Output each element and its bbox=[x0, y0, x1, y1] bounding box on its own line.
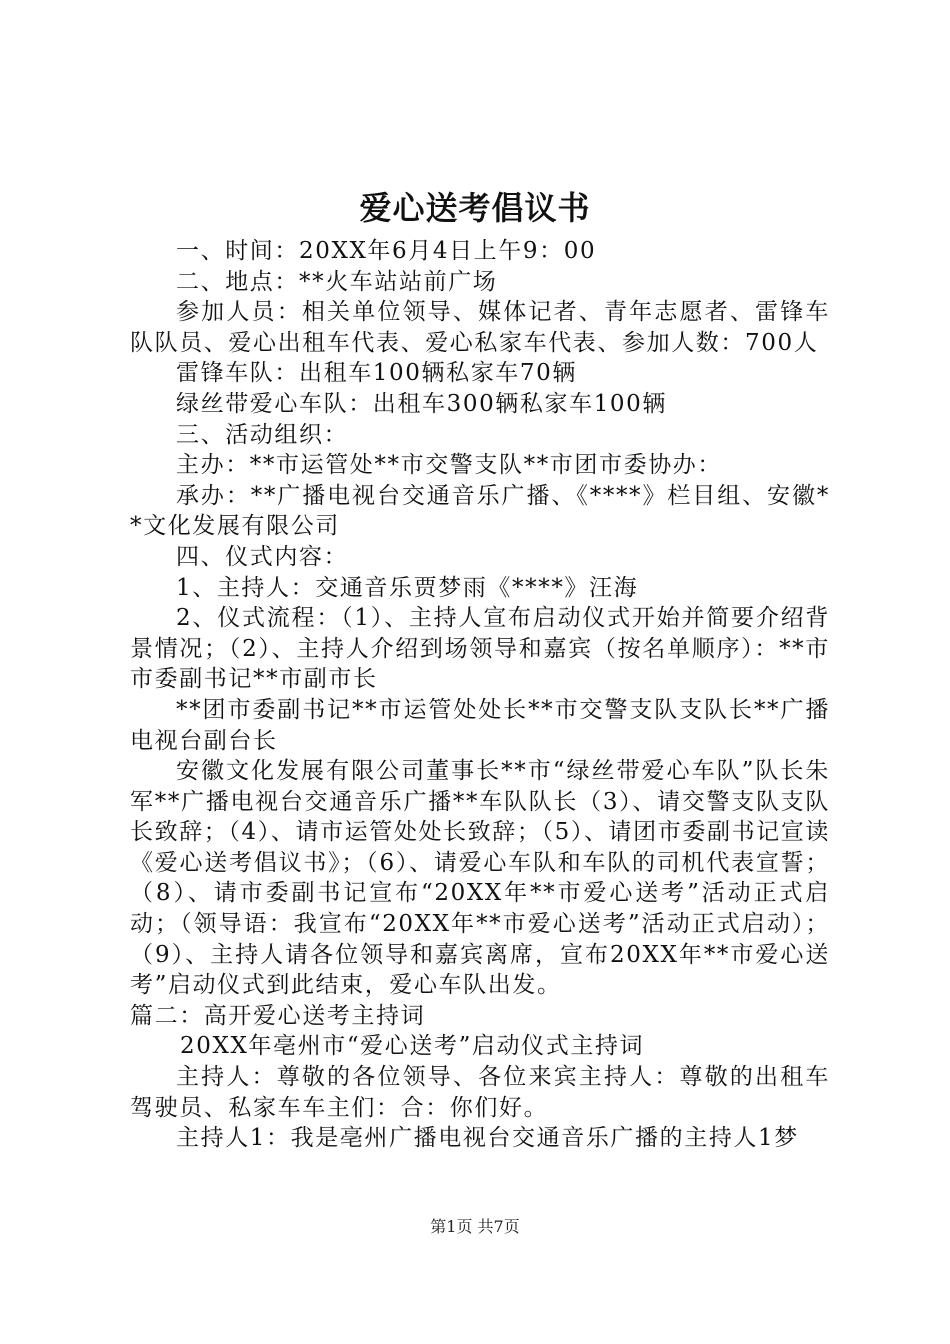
paragraph-location: 二、地点：**火车站站前广场 bbox=[176, 268, 498, 295]
paragraph-co-organizer: 承办：**广播电视台交通音乐广播、《****》栏目组、安徽**文化发展有限公司 bbox=[130, 482, 830, 540]
paragraph-participants: 参加人员：相关单位领导、媒体记者、青年志愿者、雷锋车队队员、爱心出租车代表、爱心私家车代表、参加人数：700人 bbox=[130, 299, 830, 356]
paragraph-officials: **团市委副书记**市运管处处长**市交警支队支队长**广播电视台副台长 bbox=[130, 696, 830, 754]
document-body bbox=[130, 236, 830, 1154]
paragraph-script-title: 20XX年亳州市“爱心送考”启动仪式主持词 bbox=[180, 1033, 645, 1060]
paragraph-ceremony-steps: 安徽文化发展有限公司董事长**市“绿丝带爱心车队”队长朱军**广播电视台交通音乐广播**车队队长（3）、请交警支队支队长致辞；（4）、请市运管处处长致辞；（5）、请团市委副书记宣读《爱心送考倡议书》；（6）、请爱心车队和车队的司机代表宣誓；（8）、请市委副书记宣布“20XX年**市爱心送考”活动正式启动；（领导语：我宣布“20XX年**市爱心送考”活动正式启动）；（9）、主持人请各位领导和嘉宾离席，宣布20XX年**市爱心送考”启动仪式到此结束，爱心车队出发。 bbox=[130, 758, 830, 999]
page-number-footer: 第1页 共7页 bbox=[430, 1217, 520, 1236]
paragraph-host-organizer: 主办：**市运管处**市交警支队**市团市委协办： bbox=[176, 452, 722, 479]
paragraph-ceremony-heading: 四、仪式内容： bbox=[176, 543, 349, 570]
document-title: 爱心送考倡议书 bbox=[359, 189, 591, 227]
paragraph-leifeng-team: 雷锋车队：出租车100辆私家车70辆 bbox=[176, 360, 577, 387]
paragraph-ceremony-flow: 2、仪式流程：（1）、主持人宣布启动仪式开始并简要介绍背景情况；（2）、主持人介绍到场领导和嘉宾（按名单顺序）：**市市委副书记**市副市长 bbox=[130, 605, 830, 693]
paragraph-organization-heading: 三、活动组织： bbox=[176, 421, 349, 448]
paragraph-section-two-heading: 篇二：高开爱心送考主持词 bbox=[130, 1002, 426, 1029]
paragraph-hosts: 1、主持人：交通音乐贾梦雨《****》汪海 bbox=[176, 574, 639, 601]
paragraph-time: 一、时间：20XX年6月4日上午9：00 bbox=[176, 238, 597, 264]
paragraph-host-greeting: 主持人：尊敬的各位领导、各位来宾主持人：尊敬的出租车驾驶员、私家车车主们：合：你们好。 bbox=[130, 1064, 830, 1121]
paragraph-green-ribbon-team: 绿丝带爱心车队：出租车300辆私家车100辆 bbox=[176, 390, 667, 417]
paragraph-host-one: 主持人1：我是亳州广播电视台交通音乐广播的主持人1梦 bbox=[176, 1125, 799, 1152]
